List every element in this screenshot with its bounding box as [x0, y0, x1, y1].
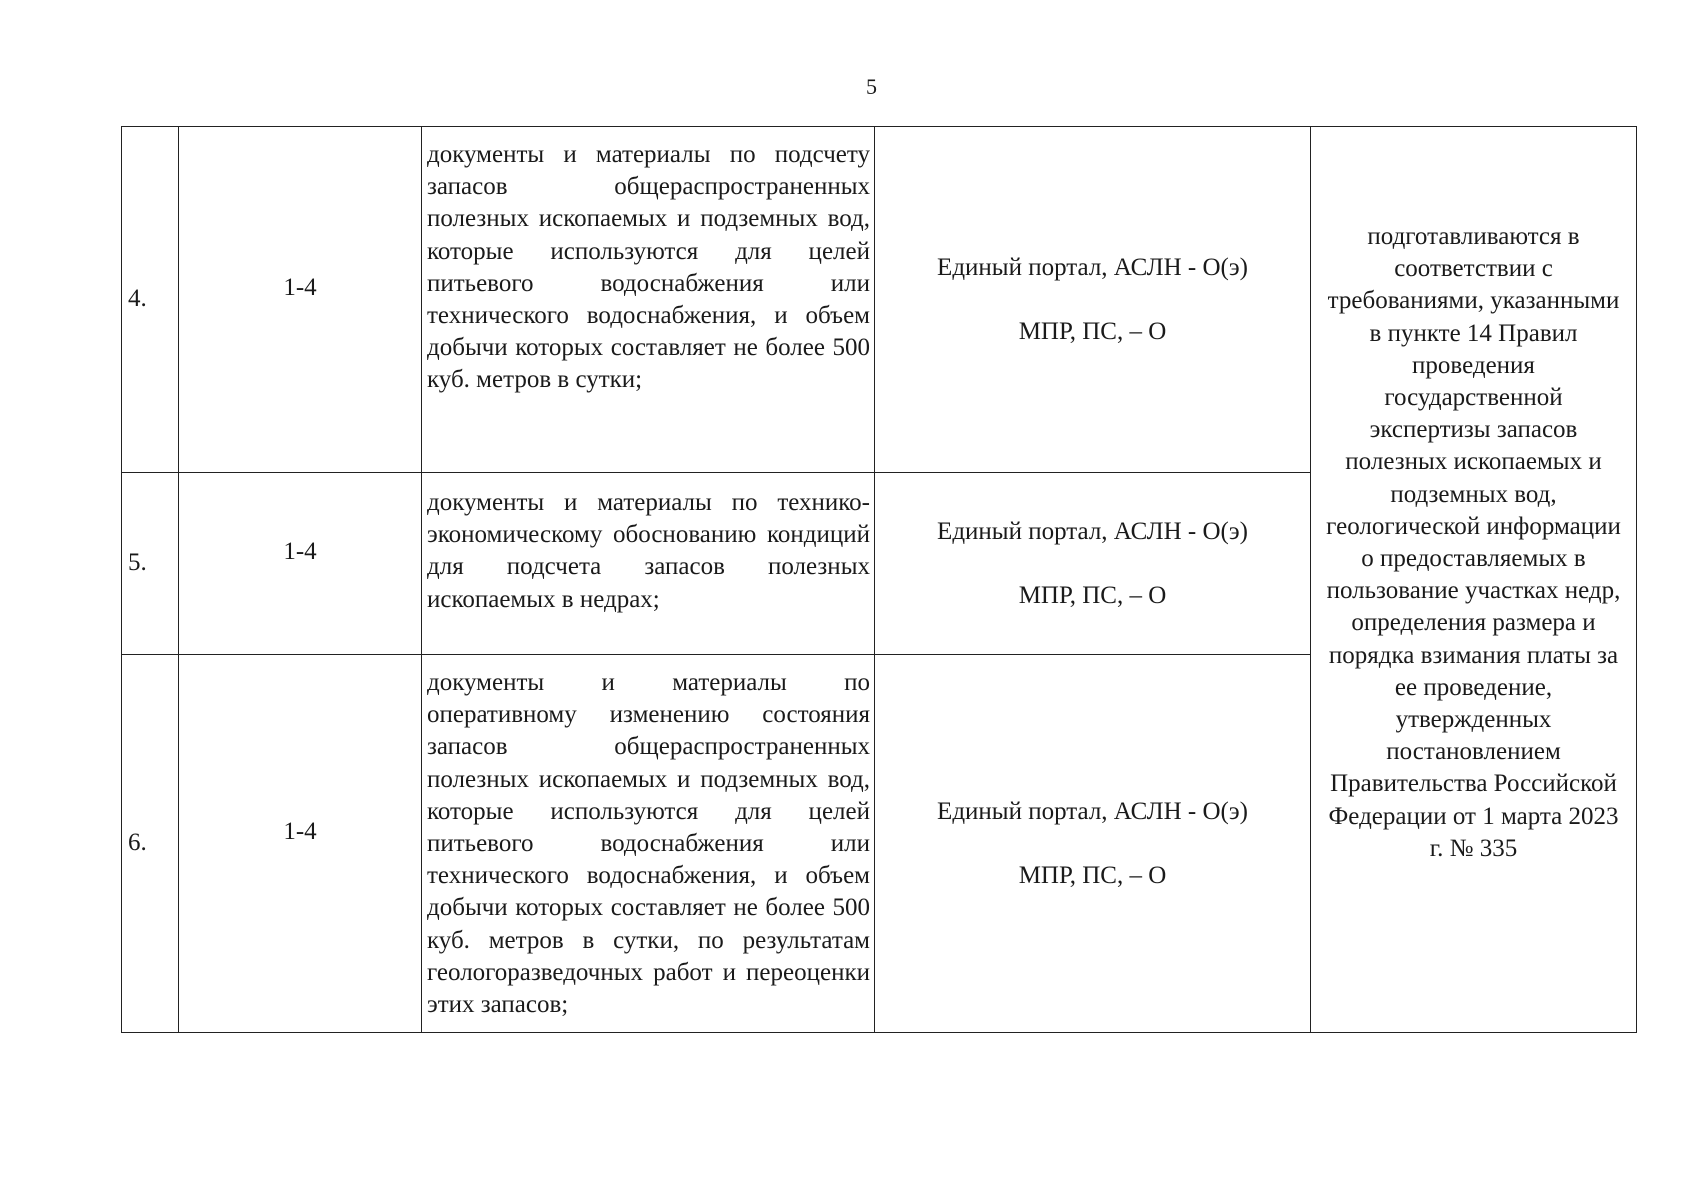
row-channels	[875, 473, 1311, 655]
channel-secondary: МПР, ПС, – О	[1018, 317, 1167, 345]
row-range: 1-4	[179, 127, 422, 473]
row-number: 4.	[122, 127, 179, 473]
channel-secondary: МПР, ПС, – О	[1018, 581, 1167, 609]
requirements-table	[121, 126, 1637, 1033]
row-channels	[875, 127, 1311, 473]
row-range: 1-4	[179, 655, 422, 1033]
channel-primary: Единый портал, АСЛН - О(э)	[937, 797, 1248, 825]
row-description: документы и материалы по технико-экономическому обоснованию кондиций для подсчета запасов полезных ископаемых в недрах;	[422, 473, 875, 655]
row-description: документы и материалы по оперативному изменению состояния запасов общераспространенных полезных ископаемых и подземных вод, которые используются для целей питьевого водоснабжения или технического водоснабжения, и объем добычи которых составляет не более 500 куб. метров в сутки, по результатам геологоразведочных работ и переоценки этих запасов;	[422, 655, 875, 1033]
row-number: 6.	[122, 655, 179, 1033]
channel-primary: Единый портал, АСЛН - О(э)	[937, 253, 1248, 281]
table-row	[122, 127, 1637, 473]
row-description: документы и материалы по подсчету запасов общераспространенных полезных ископаемых и подземных вод, которые используются для целей питьевого водоснабжения или технического водоснабжения, и объем добычи которых составляет не более 500 куб. метров в сутки;	[422, 127, 875, 473]
row-range: 1-4	[179, 473, 422, 655]
row-number: 5.	[122, 473, 179, 655]
page-number: 5	[866, 74, 877, 99]
requirements-note: подготавливаются в соответствии с требованиями, указанными в пункте 14 Правил проведения государственной экспертизы запасов полезных ископаемых и подземных вод, геологической информации о предоставляемых в пользование участках недр, определения размера и порядка взимания платы за ее проведение, утвержденных постановлением Правительства Российской Федерации от 1 марта 2023 г. № 335	[1311, 127, 1637, 1033]
channel-secondary: МПР, ПС, – О	[1018, 861, 1167, 889]
row-channels	[875, 655, 1311, 1033]
channel-primary: Единый портал, АСЛН - О(э)	[937, 517, 1248, 545]
